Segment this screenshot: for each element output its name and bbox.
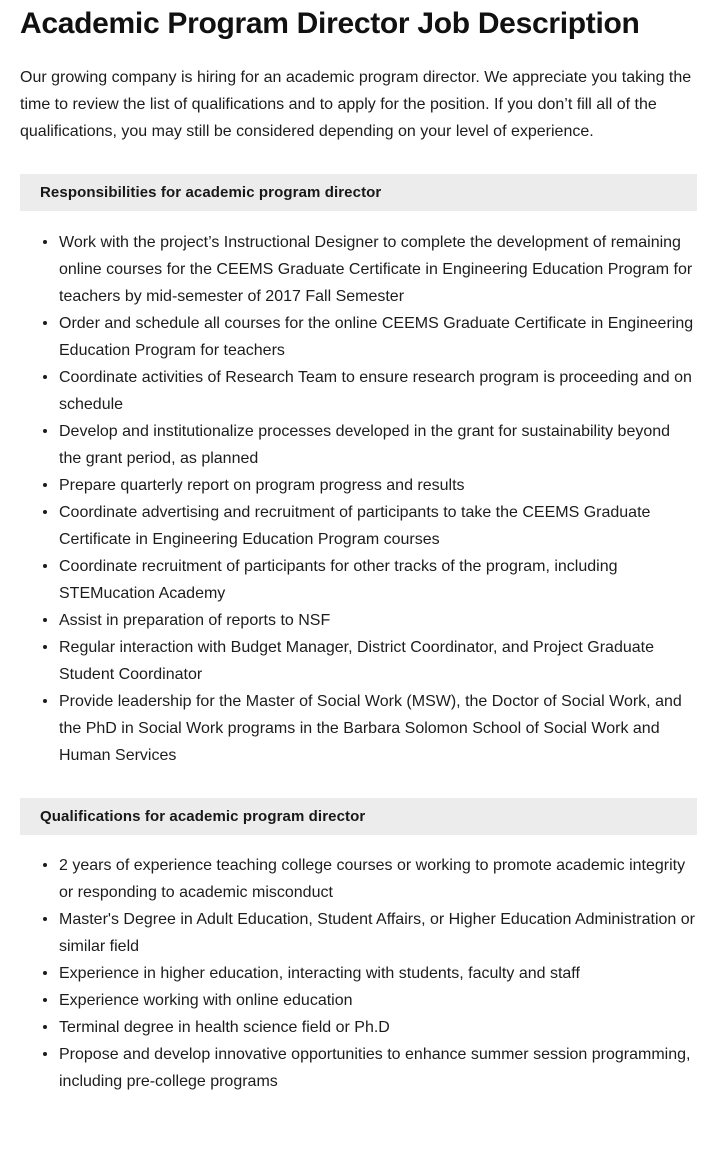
section-heading-responsibilities: Responsibilities for academic program director: [40, 183, 382, 201]
responsibilities-list: [0, 211, 720, 769]
list-item-text: Propose and develop innovative opportunities to enhance summer session programming, including pre-college programs: [59, 1046, 691, 1090]
list-item: [20, 499, 696, 553]
list-item: [20, 634, 696, 688]
list-item-text: Coordinate advertising and recruitment of participants to take the CEEMS Graduate Certificate in Engineering Education Program courses: [59, 504, 651, 548]
list-item: [20, 1014, 696, 1041]
list-item-text: 2 years of experience teaching college courses or working to promote academic integrity or responding to academic misconduct: [59, 857, 686, 901]
list-item: [20, 960, 696, 987]
section-heading-qualifications: Qualifications for academic program director: [40, 807, 366, 825]
bullet-icon: [43, 863, 47, 867]
list-item: [20, 310, 696, 364]
list-item-text: Assist in preparation of reports to NSF: [59, 612, 331, 629]
list-item: [20, 553, 696, 607]
list-item: [20, 688, 696, 769]
list-item: [20, 987, 696, 1014]
list-item-text: Terminal degree in health science field or Ph.D: [59, 1019, 390, 1036]
bullet-icon: [43, 645, 47, 649]
list-item-text: Provide leadership for the Master of Social Work (MSW), the Doctor of Social Work, and the PhD in Social Work programs in the Barbara Solomon School of Social Work and Human Services: [59, 693, 682, 764]
bullet-icon: [43, 429, 47, 433]
list-item-text: Coordinate activities of Research Team to ensure research program is proceeding and on schedule: [59, 369, 692, 413]
bullet-icon: [43, 240, 47, 244]
list-item: [20, 607, 696, 634]
qualifications-list: [0, 835, 720, 1095]
bullet-icon: [43, 483, 47, 487]
bullet-icon: [43, 564, 47, 568]
list-item-text: Order and schedule all courses for the online CEEMS Graduate Certificate in Engineering Education Program for teachers: [59, 315, 694, 359]
list-item: [20, 364, 696, 418]
list-item-text: Experience in higher education, interacting with students, faculty and staff: [59, 965, 580, 982]
bullet-icon: [43, 1025, 47, 1029]
bullet-icon: [43, 699, 47, 703]
section-responsibilities: [0, 174, 720, 769]
list-item-text: Regular interaction with Budget Manager, District Coordinator, and Project Graduate Student Coordinator: [59, 639, 654, 683]
list-item: [20, 852, 696, 906]
intro-paragraph: Our growing company is hiring for an academic program director. We appreciate you taking the time to review the list of qualifications and to apply for the position. If you don’t fill all of the qualifications, you may still be considered depending on your level of experience.: [20, 69, 692, 140]
list-item-text: Experience working with online education: [59, 992, 353, 1009]
list-item-text: Develop and institutionalize processes developed in the grant for sustainability beyond the grant period, as planned: [59, 423, 671, 467]
list-item-text: Master's Degree in Adult Education, Student Affairs, or Higher Education Administration or similar field: [59, 911, 695, 955]
bullet-icon: [43, 510, 47, 514]
bullet-icon: [43, 618, 47, 622]
section-qualifications: [0, 798, 720, 1095]
list-item: [20, 1041, 696, 1095]
list-item: [20, 418, 696, 472]
list-item-text: Work with the project’s Instructional Designer to complete the development of remaining online courses for the CEEMS Graduate Certificate in Engineering Education Program for teachers by mid-semester of 2017 Fall Semester: [59, 234, 693, 305]
list-item: [20, 229, 696, 310]
bullet-icon: [43, 998, 47, 1002]
bullet-icon: [43, 971, 47, 975]
bullet-icon: [43, 375, 47, 379]
page-title: Academic Program Director Job Description: [20, 7, 640, 40]
list-item-text: Coordinate recruitment of participants for other tracks of the program, including STEMucation Academy: [59, 558, 618, 602]
list-item: [20, 906, 696, 960]
section-header-bar-responsibilities: [20, 174, 697, 211]
page-bottom-spacer: [0, 1095, 720, 1119]
list-item: [20, 472, 696, 499]
bullet-icon: [43, 1052, 47, 1056]
section-header-bar-qualifications: [20, 798, 697, 835]
bullet-icon: [43, 321, 47, 325]
bullet-icon: [43, 917, 47, 921]
list-item-text: Prepare quarterly report on program progress and results: [59, 477, 465, 494]
